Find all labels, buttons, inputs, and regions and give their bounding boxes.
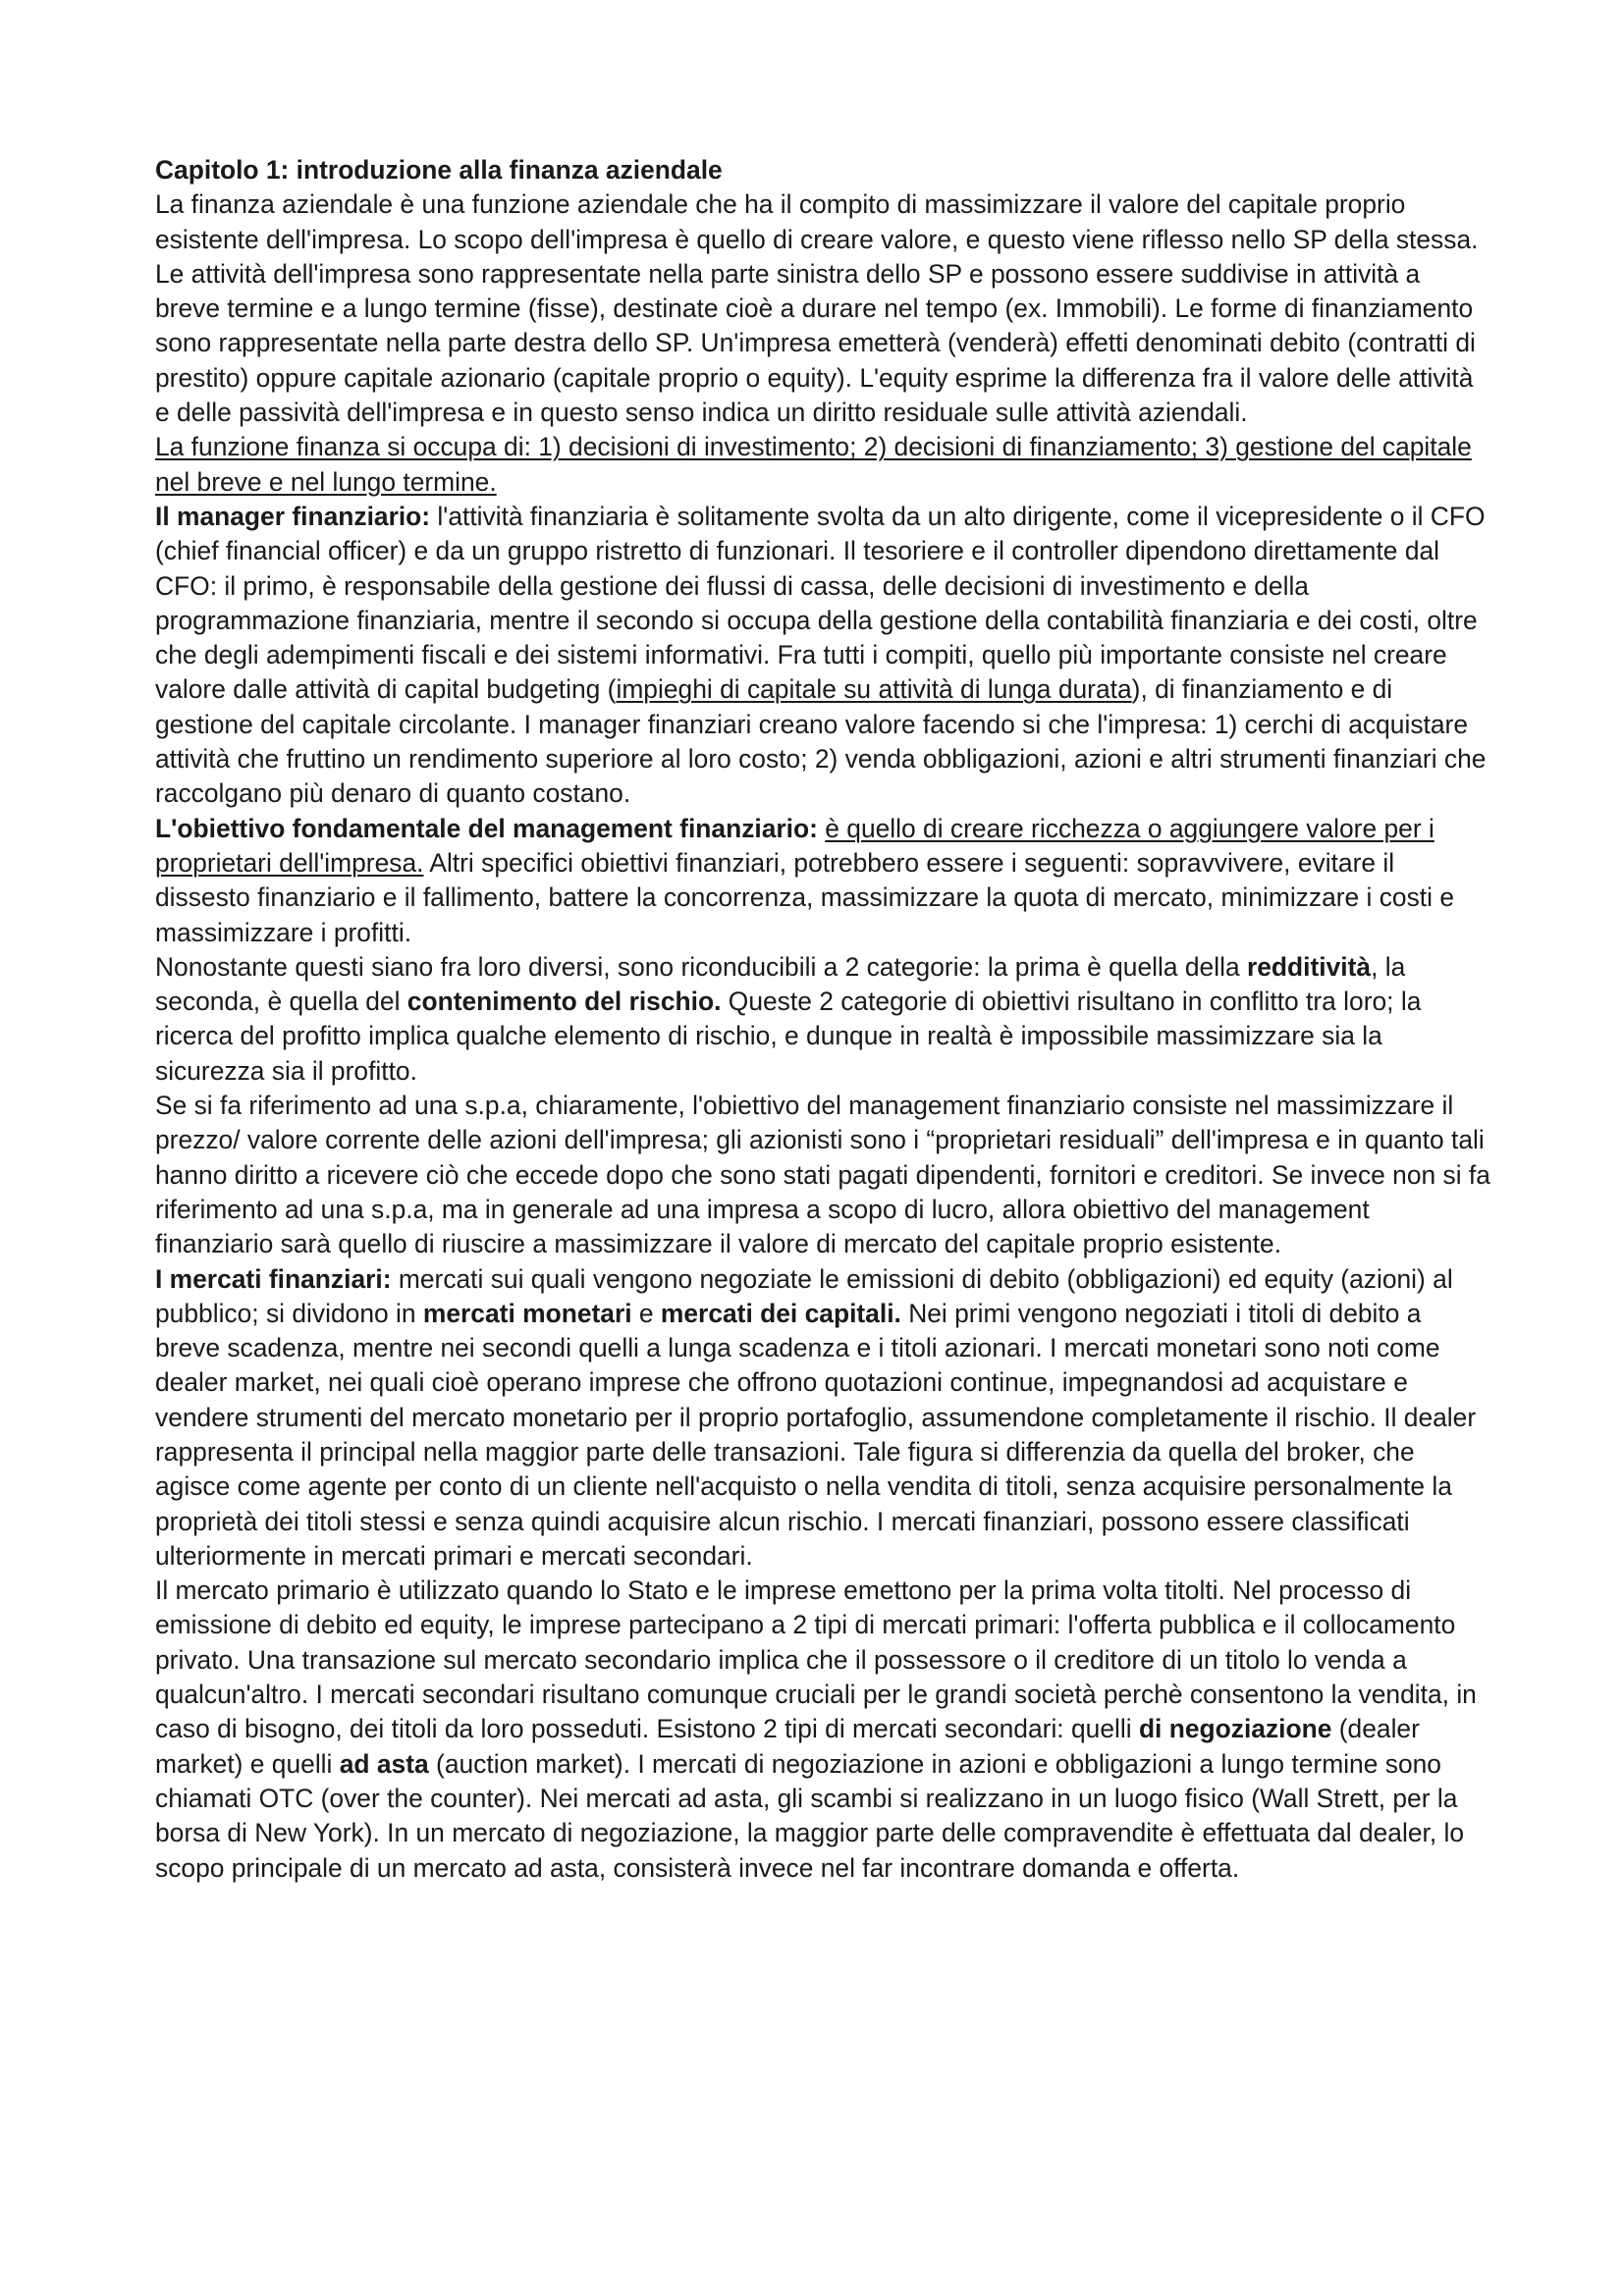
text-run: ), di finanziamento e di gestione del capitale circolante. I manager finanziari creano valore facendo si che l'impresa: 1) cerchi di acquistare attività che fruttino un rendimento superiore al loro costo; 2) venda obbligazioni, azioni e altri strumenti finanziari che raccolgano più denaro di quanto costano. bbox=[155, 674, 1487, 809]
text-run: mercati sui quali vengono negoziate le emissioni di debito (obbligazioni) ed equity (azioni) al pubblico; si dividono in bbox=[155, 1263, 1453, 1328]
chapter-title: Capitolo 1: introduzione alla finanza aziendale bbox=[155, 155, 723, 185]
bold-phrase: di negoziazione bbox=[1138, 1714, 1332, 1744]
bold-phrase: redditività bbox=[1246, 951, 1372, 982]
paragraph-mercati-finanziari bbox=[155, 1262, 1490, 1575]
paragraph-attivita bbox=[155, 257, 1490, 430]
text-run: (auction market). I mercati di negoziazione in azioni e obbligazioni a lungo termine sono chiamati OTC (over the counter). Nei mercati ad asta, gli scambi si realizzano in un luogo fisico (Wall Strett, per la borsa di New York). In un mercato di negoziazione, la maggior parte delle compravendite è effettuata dal dealer, lo scopo principale di un mercato ad asta, consisterà invece nel far incontrare domanda e offerta. bbox=[155, 1748, 1465, 1883]
text-run: (dealer market) e quelli bbox=[155, 1714, 1420, 1779]
text-run: Il mercato primario è utilizzato quando lo Stato e le imprese emettono per la prima volta titolti. Nel processo di emissione di debito ed equity, le imprese partecipano a 2 tipi di mercati primari: l'offerta pubblica e il collocamento privato. Una transazione sul mercato secondario implica che il possessore o il creditore di un titolo lo venda a qualcun'altro. I mercati secondari risultano comunque cruciali per le grandi società perchè consentono la vendita, in caso di bisogno, dei titoli da loro posseduti. Esistono 2 tipi di mercati secondari: quelli bbox=[155, 1575, 1477, 1744]
paragraph-obiettivo bbox=[155, 812, 1490, 950]
text-run: e bbox=[631, 1298, 661, 1328]
text-run: Altri specifici obiettivi finanziari, potrebbero essere i seguenti: sopravvivere, evitare il dissesto finanziario e il fallimento, battere la concorrenza, massimizzare la quota di mercato, minimizzare i costi e massimizzare i profitti. bbox=[155, 847, 1455, 947]
paragraph-spa bbox=[155, 1089, 1490, 1261]
bold-phrase: L'obiettivo fondamentale del management finanziario: bbox=[155, 813, 818, 843]
document-body bbox=[155, 187, 1490, 1886]
paragraph-intro bbox=[155, 187, 1490, 257]
text-run: Queste 2 categorie di obiettivi risultano in conflitto tra loro; la ricerca del profitto implica qualche elemento di rischio, e dunque in realtà è impossibile massimizzare sia la sicurezza sia il profitto. bbox=[155, 987, 1422, 1086]
bold-phrase: mercati monetari bbox=[422, 1298, 632, 1328]
paragraph-mercato-primario bbox=[155, 1574, 1490, 1886]
text-run: Se si fa riferimento ad una s.p.a, chiaramente, l'obiettivo del management finanziario consiste nel massimizzare il prezzo/ valore corrente delle azioni dell'impresa; gli azionisti sono i “proprietari residuali” dell'impresa e in quanto tali hanno diritto a ricevere ciò che eccede dopo che sono stati pagati dipendenti, fornitori e creditori. Se invece non si fa riferimento ad una s.p.a, ma in generale ad una impresa a scopo di lucro, allora obiettivo del management finanziario sarà quello di riuscire a massimizzare il valore di mercato del capitale proprio esistente. bbox=[155, 1091, 1490, 1259]
underlined-phrase: La funzione finanza si occupa di: 1) decisioni di investimento; 2) decisioni di finanziamento; 3) gestione del capitale nel breve e nel lungo termine. bbox=[155, 432, 1472, 497]
text-run: l'attività finanziaria è solitamente svolta da un alto dirigente, come il vicepresidente o il CFO (chief financial officer) e da un gruppo ristretto di funzionari. Il tesoriere e il controller dipendono direttamente dal CFO: il primo, è responsabile della gestione dei flussi di cassa, delle decisioni di investimento e della programmazione finanziaria, mentre il secondo si occupa della gestione della contabilità finanziaria e dei costi, oltre che degli adempimenti fiscali e dei sistemi informativi. Fra tutti i compiti, quello più importante consiste nel creare valore dalle attività di capital budgeting ( bbox=[155, 501, 1486, 705]
bold-phrase: Il manager finanziario: bbox=[155, 501, 431, 531]
paragraph-categorie bbox=[155, 950, 1490, 1089]
underlined-phrase: è quello di creare ricchezza o aggiungere valore per i proprietari dell'impresa. bbox=[155, 813, 1434, 878]
text-run: Nonostante questi siano fra loro diversi, sono riconducibili a 2 categorie: la prima è quella della bbox=[155, 951, 1247, 982]
bold-phrase: ad asta bbox=[339, 1748, 429, 1779]
document-page bbox=[155, 153, 1490, 1886]
bold-phrase: I mercati finanziari: bbox=[155, 1263, 392, 1294]
text-run: , la seconda, è quella del bbox=[155, 951, 1406, 1017]
text-run: La finanza aziendale è una funzione aziendale che ha il compito di massimizzare il valore del capitale proprio esistente dell'impresa. Lo scopo dell'impresa è quello di creare valore, e questo viene riflesso nello SP della stessa. bbox=[155, 189, 1479, 254]
bold-phrase: contenimento del rischio. bbox=[406, 987, 722, 1017]
underlined-phrase: impieghi di capitale su attività di lunga durata bbox=[616, 674, 1132, 705]
paragraph-funzione-finanza bbox=[155, 430, 1490, 500]
text-run: Le attività dell'impresa sono rappresentate nella parte sinistra dello SP e possono essere suddivise in attività a breve termine e a lungo termine (fisse), destinate cioè a durare nel tempo (ex. Immobili). Le forme di finanziamento sono rappresentate nella parte destra dello SP. Un'impresa emetterà (venderà) effetti denominati debito (contratti di prestito) oppure capitale azionario (capitale proprio o equity). L'equity esprime la differenza fra il valore delle attività e delle passività dell'impresa e in questo senso indica un diritto residuale sulle attività aziendali. bbox=[155, 258, 1476, 428]
paragraph-manager-finanziario bbox=[155, 500, 1490, 812]
text-run: Nei primi vengono negoziati i titoli di debito a breve scadenza, mentre nei secondi quelli a lunga scadenza e i titoli azionari. I mercati monetari sono noti come dealer market, nei quali cioè operano imprese che offrono quotazioni continue, impegnandosi ad acquistare e vendere strumenti del mercato monetario per il proprio portafoglio, assumendone completamente il rischio. Il dealer rappresenta il principal nella maggior parte delle transazioni. Tale figura si differenzia da quella del broker, che agisce come agente per conto di un cliente nell'acquisto o nella vendita di titoli, senza acquisire personalmente la proprietà dei titoli stessi e senza quindi acquisire alcun rischio. I mercati finanziari, possono essere classificati ulteriormente in mercati primari e mercati secondari. bbox=[155, 1298, 1477, 1571]
bold-phrase: mercati dei capitali. bbox=[660, 1298, 901, 1328]
